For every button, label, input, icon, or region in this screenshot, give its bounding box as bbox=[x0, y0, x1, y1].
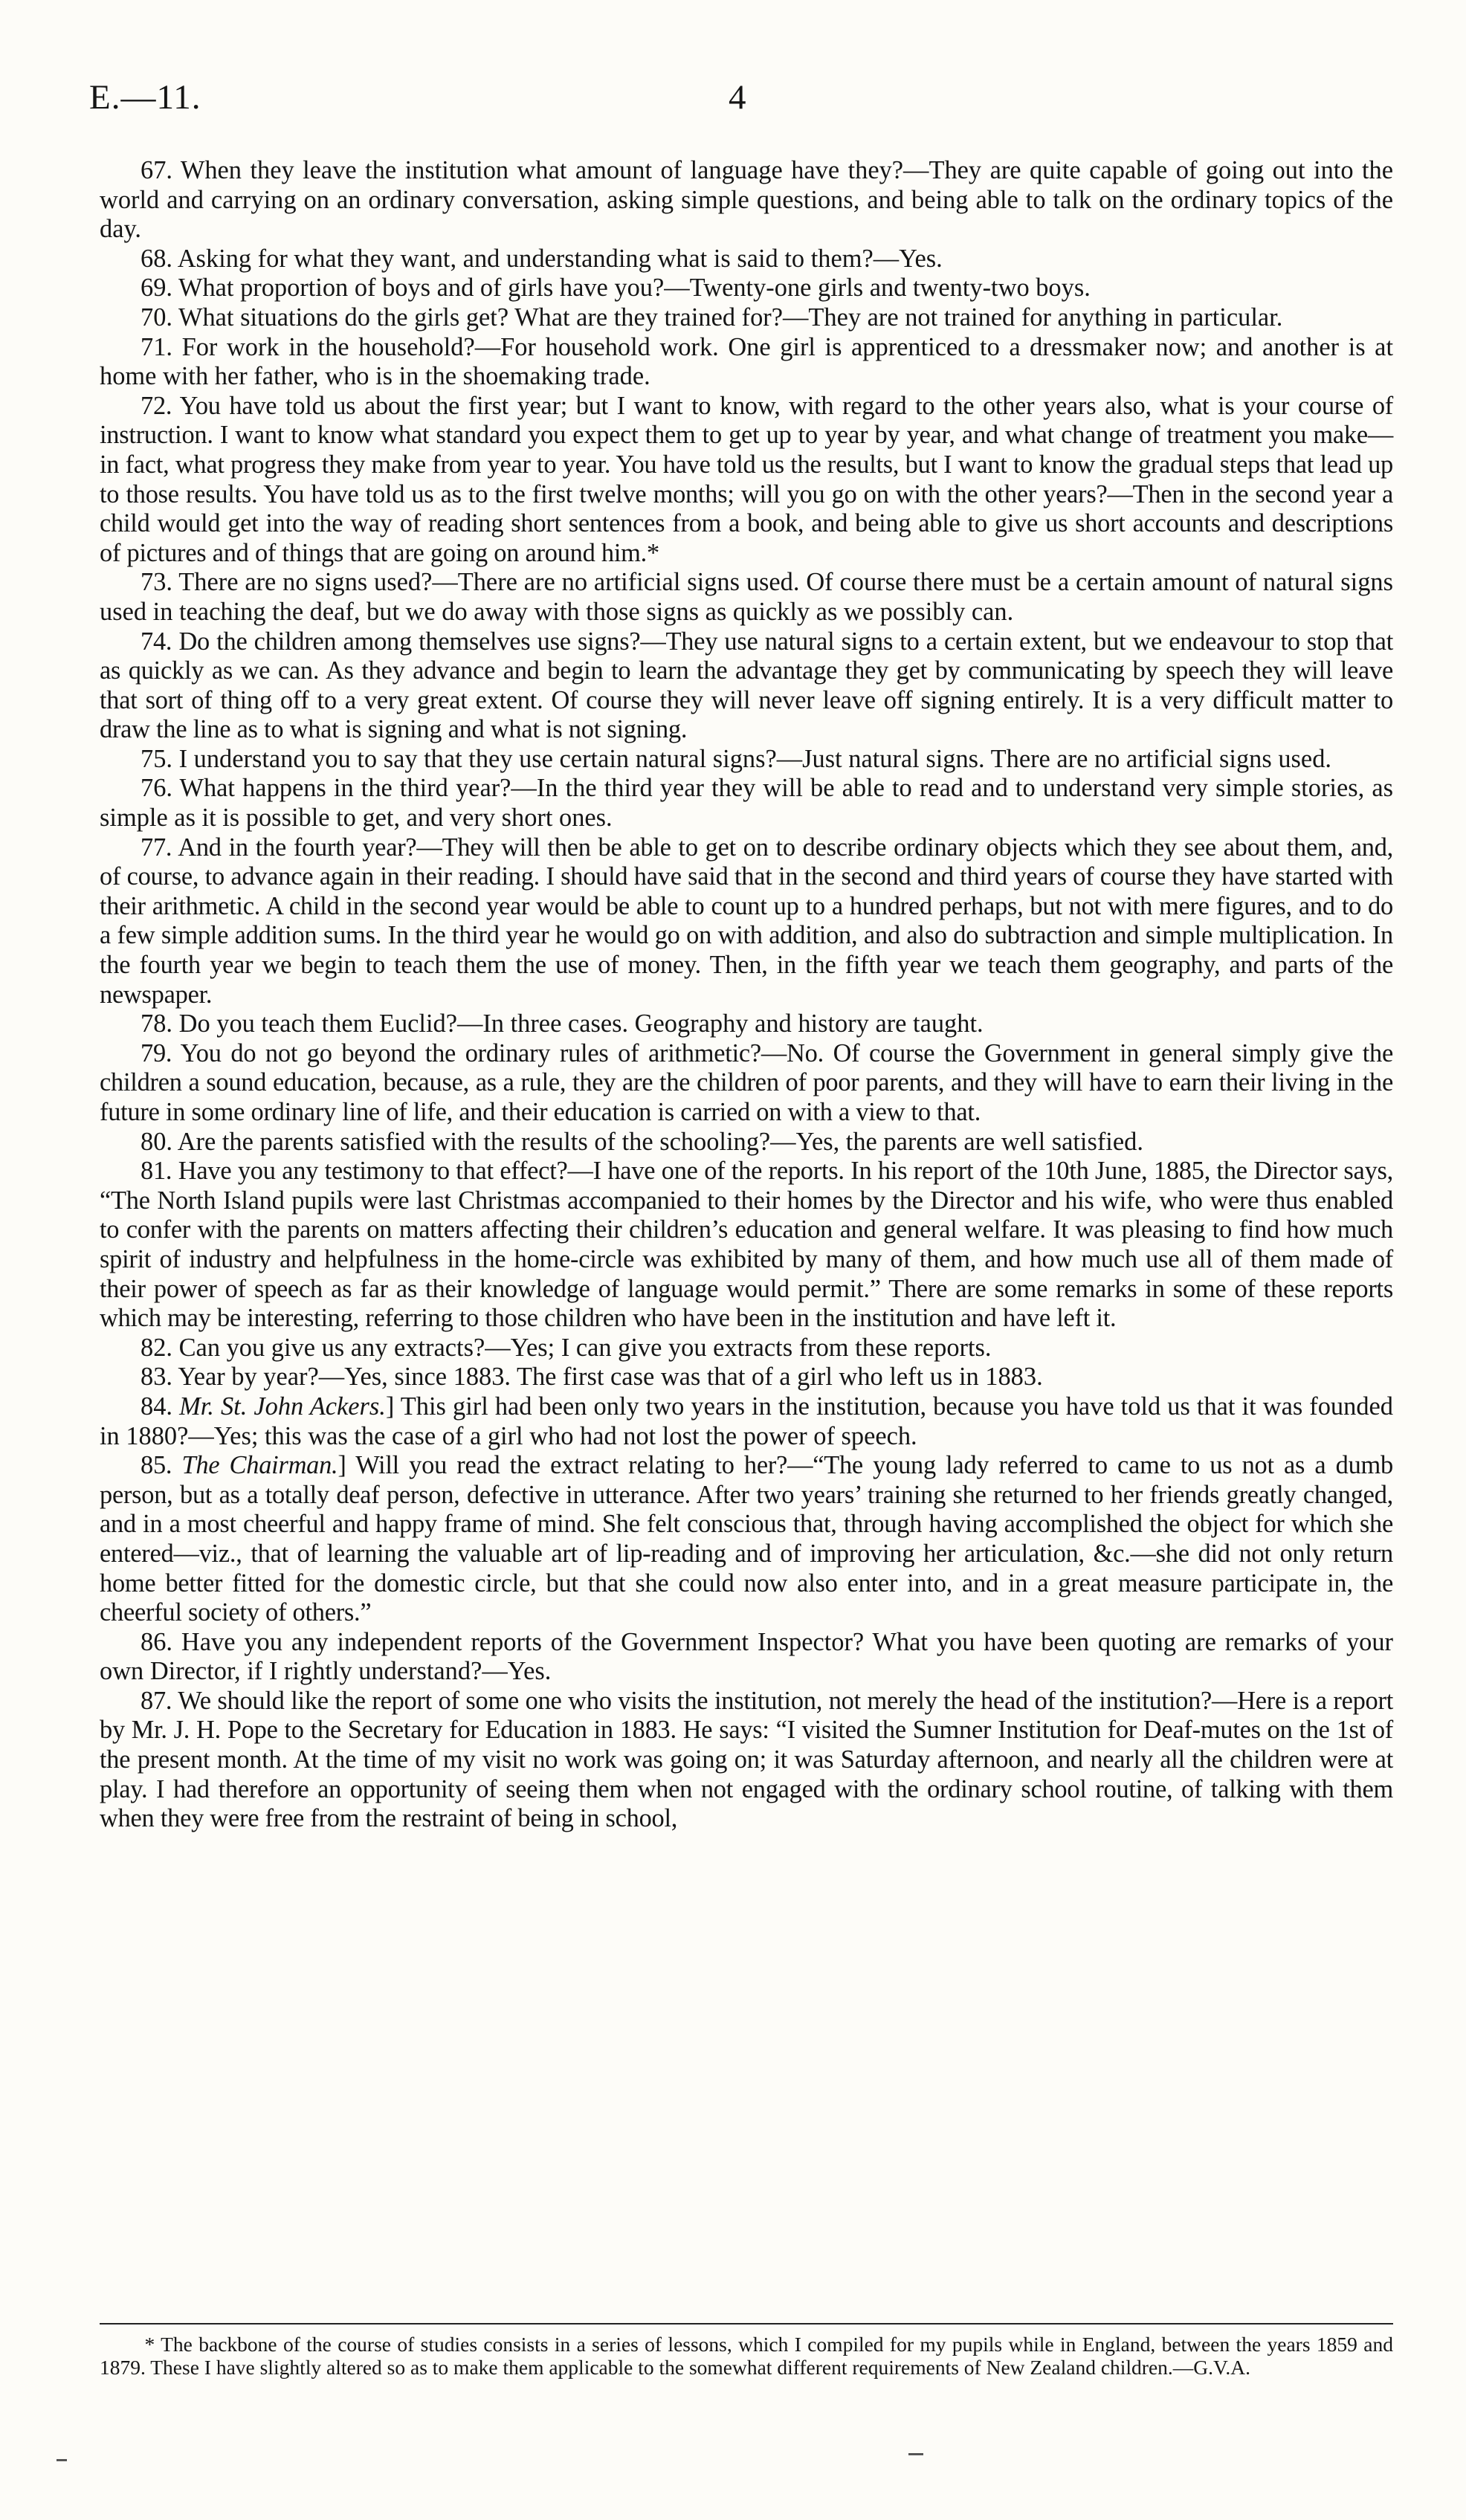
paragraph-67: 67. When they leave the institution what amount of language have they?—They are quite capable of going out into the world and carrying on an ordinary conversation, asking simple questions, and being able to talk on the ordinary topics of the day. bbox=[100, 156, 1393, 244]
paragraph-77: 77. And in the fourth year?—They will then be able to get on to describe ordinary objects which they see about them, and, of course, to advance again in their reading. I should have said that in the second and third years of course they have started with their arithmetic. A child in the second year would be able to count up to a hundred perhaps, but not with mere figures, and to do a few simple addition sums. In the third year he would go on with addition, and also do subtraction and simple multiplication. In the fourth year we begin to teach them the use of money. Then, in the fifth year we teach them geography, and parts of the newspaper. bbox=[100, 833, 1393, 1009]
paragraph-68: 68. Asking for what they want, and understanding what is said to them?—Yes. bbox=[141, 244, 943, 273]
paragraph-86: 86. Have you any independent reports of the Government Inspector? What you have been quoting are remarks of your own Director, if I rightly understand?—Yes. bbox=[100, 1627, 1393, 1686]
speaker-name: Mr. St. John Ackers. bbox=[179, 1392, 386, 1421]
paragraph-75: 75. I understand you to say that they use certain natural signs?—Just natural signs. There are no artificial signs used. bbox=[141, 744, 1331, 773]
paragraph-73: 73. There are no signs used?—There are no artificial signs used. Of course there must be a certain amount of natural signs used in teaching the deaf, but we do away with those signs as quickly as we possibly can. bbox=[100, 568, 1393, 626]
paragraph-84: 84. Mr. St. John Ackers.] This girl had been only two years in the institution, because you have told us that it was founded in 1880?—Yes; this was the case of a girl who had not lost the power of speech. bbox=[100, 1392, 1393, 1450]
paragraph-85: 85. The Chairman.] Will you read the extract relating to her?—“The young lady referred to came to us not as a dumb person, but as a totally deaf person, defective in utterance. After two years’ training she returned to her friends greatly changed, and in a most cheerful and happy frame of mind. She felt conscious that, through having accomplished the object for which she entered—viz., that of learning the valuable art of lip-reading and of improving her articulation, &c.—she did not only return home better fitted for the domestic circle, but that she could now also enter into, and in a great measure participate in, the cheerful society of others.” bbox=[100, 1451, 1393, 1627]
body-text bbox=[100, 156, 1393, 1834]
paragraph-70: 70. What situations do the girls get? What are they trained for?—They are not trained for anything in particular. bbox=[141, 303, 1283, 332]
paragraph-76: 76. What happens in the third year?—In the third year they will be able to read and to understand very simple stories, as simple as it is possible to get, and very short ones. bbox=[100, 774, 1393, 833]
paragraph-83: 83. Year by year?—Yes, since 1883. The first case was that of a girl who left us in 1883. bbox=[141, 1363, 1043, 1392]
margin-mark-center bbox=[908, 2453, 923, 2455]
paragraph-78: 78. Do you teach them Euclid?—In three cases. Geography and history are taught. bbox=[141, 1009, 984, 1038]
document-reference: E.—11. bbox=[89, 78, 201, 117]
paragraph-79: 79. You do not go beyond the ordinary rules of arithmetic?—No. Of course the Government in general simply give the children a sound education, because, as a rule, they are the children of poor parents, and they will have to earn their living in the future in some ordinary line of life, and their education is carried on with a view to that. bbox=[100, 1038, 1393, 1126]
footnote-rule bbox=[100, 2323, 1393, 2324]
paragraph-71: 71. For work in the household?—For household work. One girl is apprenticed to a dressmaker now; and another is at home with her father, who is in the shoemaking trade. bbox=[100, 332, 1393, 391]
paragraph-80: 80. Are the parents satisfied with the results of the schooling?—Yes, the parents are well satisfied. bbox=[141, 1127, 1143, 1156]
paragraph-74: 74. Do the children among themselves use signs?—They use natural signs to a certain extent, but we endeavour to stop that as quickly as we can. As they advance and begin to learn the advantage they get by communicating by speech they will leave that sort of thing off to a very great extent. Of course they will never leave off signing entirely. It is a very difficult matter to draw the line as to what is signing and what is not signing. bbox=[100, 627, 1393, 744]
paragraph-82: 82. Can you give us any extracts?—Yes; I can give you extracts from these reports. bbox=[141, 1333, 992, 1362]
footnote: * The backbone of the course of studies consists in a series of lessons, which I compiled for my pupils while in England, between the years 1859 and 1879. These I have slightly altered so as to make them applicable to the somewhat different requirements of New Zealand children.—G.V.A. bbox=[100, 2333, 1393, 2379]
paragraph-72: 72. You have told us about the first year; but I want to know, with regard to the other years also, what is your course of instruction. I want to know what standard you expect them to get up to year by year, and what change of treatment you make—in fact, what progress they make from year to year. You have told us the results, but I want to know the gradual steps that lead up to those results. You have told us as to the first twelve months; will you go on with the other years?—Then in the second year a child would get into the way of reading short sentences from a book, and being able to give us short accounts and descriptions of pictures and of things that are going on around him.* bbox=[100, 391, 1393, 567]
page-header bbox=[89, 77, 1390, 129]
paragraph-87: 87. We should like the report of some one who visits the institution, not merely the head of the institution?—Here is a report by Mr. J. H. Pope to the Secretary for Education in 1883. He says: “I visited the Sumner Institution for Deaf-mutes on the 1st of the present month. At the time of my visit no work was going on; it was Saturday afternoon, and nearly all the children were at play. I had therefore an opportunity of seeing them when not engaged with the ordinary school routine, of talking with them when they were free from the restraint of being in school, bbox=[100, 1686, 1393, 1833]
speaker-name: The Chairman. bbox=[181, 1451, 338, 1480]
paragraph-69: 69. What proportion of boys and of girls have you?—Twenty-one girls and twenty-two boys. bbox=[141, 274, 1091, 303]
page-number: 4 bbox=[729, 78, 746, 117]
margin-mark-left bbox=[56, 2459, 67, 2461]
paragraph-81: 81. Have you any testimony to that effect?—I have one of the reports. In his report of the 10th June, 1885, the Director says, “The North Island pupils were last Christmas accompanied to their homes by the Director and his wife, who were thus enabled to confer with the parents on matters affecting their children’s education and general welfare. It was pleasing to find how much spirit of industry and helpfulness in the home-circle was exhibited by many of them, and how much use all of them made of their power of speech as far as their knowledge of language would permit.” There are some remarks in some of these reports which may be interesting, referring to those children who have been in the institution and have left it. bbox=[100, 1157, 1393, 1333]
